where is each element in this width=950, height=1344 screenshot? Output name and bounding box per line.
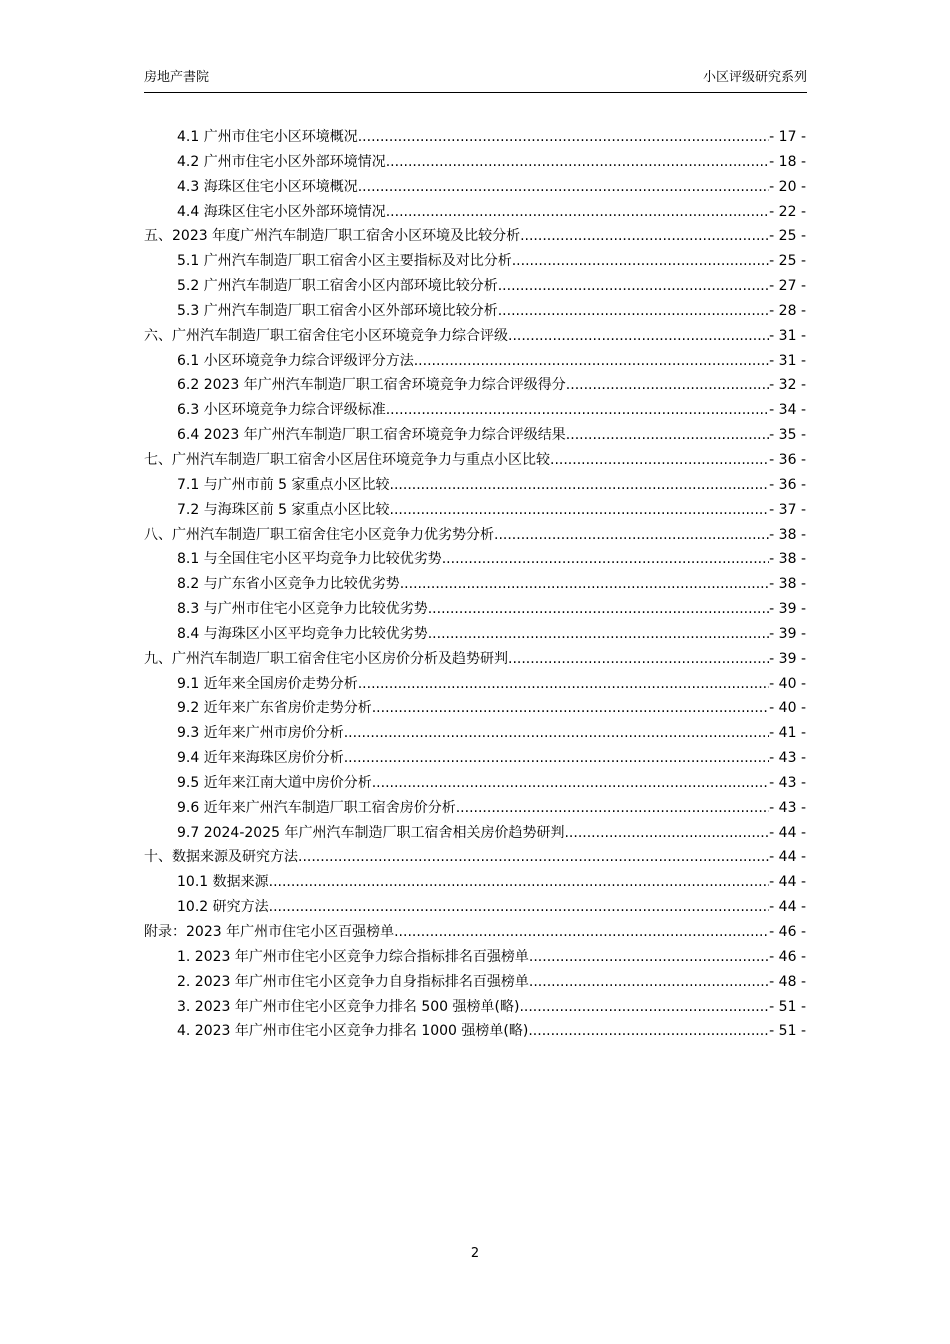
toc-section-entry[interactable] [144,1019,806,1044]
toc-dot-leader [494,523,769,548]
toc-entry-page: - 25 - [769,253,806,270]
toc-section-entry[interactable] [144,498,806,523]
toc-entry-title: 9.4 近年来海珠区房价分析 [177,750,344,767]
toc-entry-title: 5.2 广州汽车制造厂职工宿舍小区内部环境比较分析 [177,278,498,295]
toc-entry-title: 附录：2023 年广州市住宅小区百强榜单 [144,924,395,940]
toc-entry-title: 8.3 与广州市住宅小区竞争力比较优劣势 [177,601,428,618]
toc-dot-leader [414,349,769,374]
toc-entry-page: - 34 - [769,402,806,419]
toc-entry-page: - 43 - [769,799,806,816]
toc-entry-title: 10.2 研究方法 [177,899,269,916]
toc-entry-title: 4.1 广州市住宅小区环境概况 [177,129,358,145]
toc-entry-title: 4.3 海珠区住宅小区环境概况 [177,178,358,195]
toc-section-entry[interactable] [144,870,806,895]
table-of-contents [144,125,806,1044]
toc-section-entry[interactable] [144,696,806,721]
toc-dot-leader [386,200,769,225]
toc-entry-page: - 51 - [769,998,806,1015]
toc-entry-title: 4. 2023 年广州市住宅小区竞争力排名 1000 强榜单(略) [177,1023,529,1040]
toc-entry-title: 9.2 近年来广东省房价走势分析 [177,700,372,717]
toc-dot-leader [520,224,769,249]
toc-dot-leader [358,175,769,200]
toc-entry-title: 九、广州汽车制造厂职工宿舍住宅小区房价分析及趋势研判 [144,650,508,667]
toc-entry-title: 7.1 与广州市前 5 家重点小区比较 [177,476,390,493]
toc-entry-page: - 18 - [769,153,806,170]
toc-chapter-entry[interactable] [144,523,806,548]
toc-dot-leader [394,920,769,945]
toc-entry-page: - 35 - [769,427,806,444]
toc-entry-title: 十、数据来源及研究方法 [144,849,298,866]
toc-section-entry[interactable] [144,721,806,746]
toc-entry-page: - 44 - [769,899,806,916]
toc-entry-title: 6.1 小区环境竞争力综合评级评分方法 [177,352,414,369]
toc-section-entry[interactable] [144,249,806,274]
toc-section-entry[interactable] [144,895,806,920]
toc-entry-page: - 36 - [769,451,806,468]
toc-section-entry[interactable] [144,373,806,398]
toc-section-entry[interactable] [144,150,806,175]
toc-chapter-entry[interactable] [144,647,806,672]
toc-entry-title: 2. 2023 年广州市住宅小区竞争力自身指标排名百强榜单 [177,973,529,990]
page-header [144,66,807,93]
toc-entry-title: 7.2 与海珠区前 5 家重点小区比较 [177,501,390,518]
toc-dot-leader [528,1019,769,1044]
toc-dot-leader [508,324,769,349]
toc-dot-leader [550,448,769,473]
toc-entry-page: - 44 - [769,849,806,866]
toc-entry-page: - 17 - [769,129,806,145]
toc-entry-title: 3. 2023 年广州市住宅小区竞争力排名 500 强榜单(略) [177,998,520,1015]
toc-entry-title: 五、2023 年度广州汽车制造厂职工宿舍小区环境及比较分析 [144,228,521,245]
toc-section-entry[interactable] [144,398,806,423]
toc-entry-title: 10.1 数据来源 [177,874,269,891]
toc-chapter-entry[interactable] [144,845,806,870]
toc-entry-title: 8.4 与海珠区小区平均竞争力比较优劣势 [177,625,428,642]
toc-entry-page: - 20 - [769,178,806,195]
toc-entry-page: - 31 - [769,352,806,369]
toc-entry-title: 6.2 2023 年广州汽车制造厂职工宿舍环境竞争力综合评级得分 [177,377,566,394]
toc-entry-page: - 43 - [769,774,806,791]
toc-dot-leader [344,721,769,746]
toc-dot-leader [358,125,769,150]
toc-dot-leader [564,821,769,846]
toc-section-entry[interactable] [144,125,806,150]
toc-entry-page: - 39 - [769,625,806,642]
header-publisher: 房地产書院 [144,70,210,85]
toc-entry-page: - 46 - [769,924,806,940]
toc-section-entry[interactable] [144,771,806,796]
toc-entry-title: 9.5 近年来江南大道中房价分析 [177,774,372,791]
toc-dot-leader [512,249,769,274]
toc-section-entry[interactable] [144,175,806,200]
header-series-title: 小区评级研究系列 [702,70,807,85]
toc-dot-leader [529,945,769,970]
toc-entry-page: - 40 - [769,700,806,717]
toc-entry-title: 八、广州汽车制造厂职工宿舍住宅小区竞争力优劣势分析 [144,526,494,543]
toc-entry-page: - 38 - [769,576,806,593]
toc-dot-leader [498,299,769,324]
toc-dot-leader [269,870,770,895]
toc-chapter-entry[interactable] [144,920,806,945]
toc-entry-page: - 44 - [769,824,806,841]
toc-dot-leader [386,398,769,423]
page-number: 2 [470,1246,480,1261]
toc-entry-page: - 28 - [769,302,806,319]
toc-dot-leader [344,746,769,771]
toc-section-entry[interactable] [144,622,806,647]
toc-section-entry[interactable] [144,821,806,846]
toc-dot-leader [400,572,769,597]
toc-entry-title: 6.4 2023 年广州汽车制造厂职工宿舍环境竞争力综合评级结果 [177,427,566,444]
toc-dot-leader [428,622,769,647]
toc-entry-page: - 31 - [769,327,806,344]
toc-entry-page: - 39 - [769,601,806,618]
toc-section-entry[interactable] [144,597,806,622]
toc-entry-page: - 27 - [769,278,806,295]
toc-dot-leader [298,845,769,870]
toc-chapter-entry[interactable] [144,448,806,473]
toc-section-entry[interactable] [144,945,806,970]
toc-entry-title: 七、广州汽车制造厂职工宿舍小区居住环境竞争力与重点小区比较 [144,451,550,468]
toc-chapter-entry[interactable] [144,324,806,349]
toc-entry-page: - 46 - [769,948,806,965]
toc-entry-title: 5.1 广州汽车制造厂职工宿舍小区主要指标及对比分析 [177,253,512,270]
toc-section-entry[interactable] [144,200,806,225]
toc-dot-leader [358,672,769,697]
toc-entry-page: - 51 - [769,1023,806,1040]
toc-entry-title: 六、广州汽车制造厂职工宿舍住宅小区环境竞争力综合评级 [144,327,508,344]
toc-dot-leader [566,423,769,448]
toc-entry-title: 9.3 近年来广州市房价分析 [177,725,344,742]
toc-entry-title: 4.4 海珠区住宅小区外部环境情况 [177,203,386,220]
toc-dot-leader [508,647,769,672]
toc-section-entry[interactable] [144,423,806,448]
toc-entry-page: - 39 - [769,650,806,667]
toc-section-entry[interactable] [144,473,806,498]
toc-dot-leader [519,995,769,1020]
toc-entry-page: - 38 - [769,526,806,543]
toc-entry-title: 8.1 与全国住宅小区平均竞争力比较优劣势 [177,551,442,568]
toc-entry-title: 6.3 小区环境竞争力综合评级标准 [177,402,386,419]
toc-dot-leader [456,796,769,821]
toc-dot-leader [372,696,769,721]
toc-dot-leader [269,895,770,920]
toc-entry-page: - 25 - [769,228,806,245]
toc-dot-leader [386,150,769,175]
toc-dot-leader [498,274,769,299]
toc-entry-page: - 41 - [769,725,806,742]
toc-dot-leader [428,597,769,622]
toc-section-entry[interactable] [144,547,806,572]
toc-entry-page: - 48 - [769,973,806,990]
toc-entry-page: - 22 - [769,203,806,220]
toc-section-entry[interactable] [144,995,806,1020]
toc-section-entry[interactable] [144,746,806,771]
toc-entry-title: 9.6 近年来广州汽车制造厂职工宿舍房价分析 [177,799,456,816]
toc-entry-page: - 40 - [769,675,806,692]
toc-entry-page: - 38 - [769,551,806,568]
toc-section-entry[interactable] [144,274,806,299]
toc-dot-leader [390,498,770,523]
toc-section-entry[interactable] [144,970,806,995]
toc-dot-leader [372,771,769,796]
toc-dot-leader [566,373,769,398]
toc-entry-title: 4.2 广州市住宅小区外部环境情况 [177,153,386,170]
toc-entry-title: 5.3 广州汽车制造厂职工宿舍小区外部环境比较分析 [177,302,498,319]
toc-entry-page: - 36 - [769,476,806,493]
toc-section-entry[interactable] [144,349,806,374]
toc-dot-leader [390,473,770,498]
toc-entry-page: - 37 - [769,501,806,518]
toc-chapter-entry[interactable] [144,224,806,249]
toc-section-entry[interactable] [144,672,806,697]
toc-entry-page: - 32 - [769,377,806,394]
toc-section-entry[interactable] [144,299,806,324]
toc-entry-page: - 44 - [769,874,806,891]
toc-entry-title: 9.1 近年来全国房价走势分析 [177,675,358,692]
toc-entry-page: - 43 - [769,750,806,767]
toc-dot-leader [442,547,769,572]
toc-entry-title: 1. 2023 年广州市住宅小区竞争力综合指标排名百强榜单 [177,948,529,965]
toc-dot-leader [529,970,769,995]
toc-entry-title: 9.7 2024-2025 年广州汽车制造厂职工宿舍相关房价趋势研判 [177,824,565,841]
toc-entry-title: 8.2 与广东省小区竞争力比较优劣势 [177,576,400,593]
toc-section-entry[interactable] [144,796,806,821]
toc-section-entry[interactable] [144,572,806,597]
